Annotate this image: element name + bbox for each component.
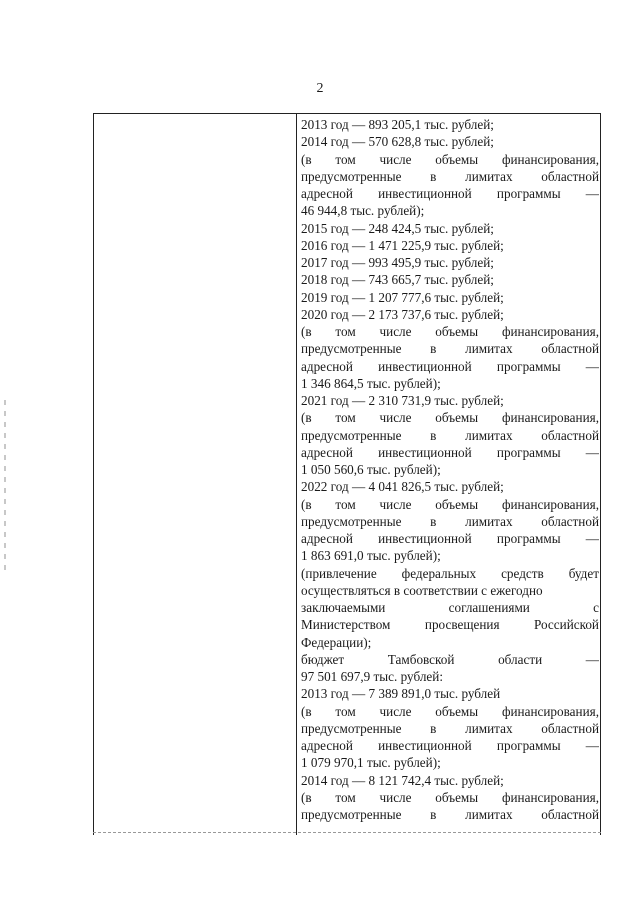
text-line: предусмотренные в лимитах областной [301, 720, 599, 736]
scan-margin-marks [4, 400, 6, 570]
text-line: бюджет Тамбовской области — [301, 651, 599, 667]
text-line: 2021 год — 2 310 731,9 тыс. рублей; [301, 393, 504, 408]
text-line: (привлечение федеральных средств будет [301, 565, 599, 581]
text-line: предусмотренные в лимитах областной [301, 513, 599, 529]
text-line: 2013 год — 893 205,1 тыс. рублей; [301, 117, 494, 132]
page-number: 2 [316, 81, 324, 96]
text-line: 2022 год — 4 041 826,5 тыс. рублей; [301, 479, 504, 495]
text-line: 1 050 560,6 тыс. рублей); [301, 462, 441, 477]
text-line: 2017 год — 993 495,9 тыс. рублей; [301, 255, 494, 270]
text-line: (в том числе объемы финансирования, [301, 789, 599, 805]
text-line: предусмотренные в лимитах областной [301, 427, 599, 443]
text-line: 97 501 697,9 тыс. рублей: [301, 669, 443, 684]
text-line: 2016 год — 1 471 225,9 тыс. рублей; [301, 237, 504, 253]
text-line: адресной инвестиционной программы — [301, 738, 599, 753]
text-line: 2014 год — 570 628,8 тыс. рублей; [301, 134, 494, 150]
financing-text-cell [301, 116, 599, 834]
text-line: 2013 год — 7 389 891,0 тыс. рублей [301, 686, 501, 702]
text-line: 2015 год — 248 424,5 тыс. рублей; [301, 220, 494, 236]
text-line: предусмотренные в лимитах областной [301, 168, 599, 184]
column-divider [296, 113, 297, 835]
text-line: 1 863 691,0 тыс. рублей); [301, 548, 441, 564]
text-line: 2019 год — 1 207 777,6 тыс. рублей; [301, 289, 504, 305]
text-line: адресной инвестиционной программы — [301, 444, 599, 460]
text-line: 2020 год — 2 173 737,6 тыс. рублей; [301, 306, 504, 322]
table-bottom-edge [93, 832, 601, 833]
text-line: 2014 год — 8 121 742,4 тыс. рублей; [301, 772, 504, 788]
text-line: 1 346 864,5 тыс. рублей); [301, 375, 441, 391]
text-line: заключаемыми соглашениями с [301, 600, 599, 615]
text-line: (в том числе объемы финансирования, [301, 703, 599, 719]
text-line: адресной инвестиционной программы — [301, 186, 599, 201]
text-line: адресной инвестиционной программы — [301, 531, 599, 546]
text-line: осуществляться в соответствии с ежегодно [301, 582, 543, 598]
text-line: (в том числе объемы финансирования, [301, 496, 599, 512]
text-line: предусмотренные в лимитах областной [301, 807, 599, 822]
text-line: 2018 год — 743 665,7 тыс. рублей; [301, 272, 494, 288]
text-line: 1 079 970,1 тыс. рублей); [301, 755, 441, 771]
text-line: 46 944,8 тыс. рублей); [301, 203, 425, 219]
text-line: предусмотренные в лимитах областной [301, 341, 599, 357]
text-line: адресной инвестиционной программы — [301, 358, 599, 374]
text-line: Федерации); [301, 634, 372, 650]
text-line: (в том числе объемы финансирования, [301, 410, 599, 426]
text-line: (в том числе объемы финансирования, [301, 324, 599, 339]
text-line: Министерством просвещения Российской [301, 617, 599, 633]
text-line: (в том числе объемы финансирования, [301, 151, 599, 167]
